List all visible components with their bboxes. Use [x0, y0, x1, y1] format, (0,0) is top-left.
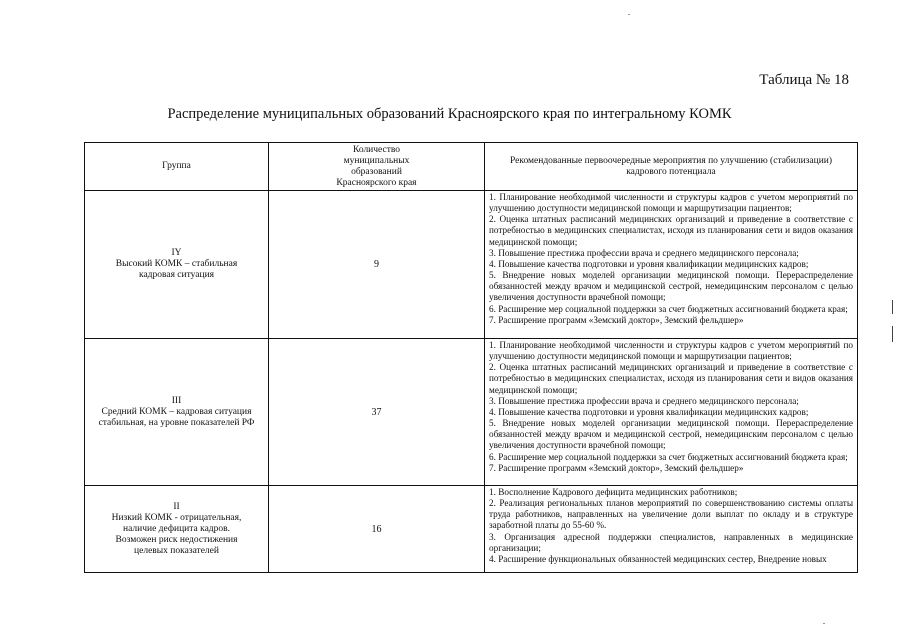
group-roman: IY — [171, 248, 182, 258]
count-cell: 9 — [269, 191, 485, 339]
measure-item: 4. Повышение качества подготовки и уровня квалификации медицинских кадров; — [489, 258, 809, 269]
measure-item: 6. Расширение мер социальной поддержки за счет бюджетных ассигнований бюджета края; — [489, 451, 848, 462]
column-header-group: Группа — [85, 143, 269, 191]
measure-item: 3. Повышение престижа профессии врача и среднего медицинского персонала; — [489, 395, 799, 406]
measure-item: 7. Расширение программ «Земский доктор», Земский фельдшер» — [489, 314, 744, 325]
measure-item: 2. Оценка штатных расписаний медицинских организаций и приведение в соответствие с потребностью в медицинских специалистах, исходя из планирования сети и видов оказания медицинской помощи; — [489, 214, 853, 247]
measures-cell — [485, 339, 858, 486]
count-cell: 16 — [269, 486, 485, 573]
measure-item: 3. Повышение престижа профессии врача и среднего медицинского персонала; — [489, 247, 799, 258]
count-cell: 37 — [269, 339, 485, 486]
measure-item: 5. Внедрение новых моделей организации медицинской помощи. Перераспределение обязанностей между врачом и медицинской сестрой, немедицинским персоналом с целью увеличения доступности врачебной помощи; — [489, 418, 853, 451]
measure-item: 2. Оценка штатных расписаний медицинских организаций и приведение в соответствие с потребностью в медицинских специалистах, исходя из планирования сети и видов оказания медицинской помощи; — [489, 362, 853, 395]
measure-item: 7. Расширение программ «Земский доктор», Земский фельдшер» — [489, 462, 744, 473]
measure-item: 1. Восполнение Кадрового дефицита медицинских работников; — [489, 487, 738, 497]
column-header-count: Количество муниципальных образований Красноярского края — [269, 143, 485, 191]
table-row — [85, 339, 858, 486]
measure-item: 4. Расширение функциональных обязанностей медицинских сестер, Внедрение новых — [489, 553, 827, 564]
measures-cell — [485, 191, 858, 339]
scan-margin-mark — [892, 326, 893, 342]
group-cell — [85, 486, 269, 573]
group-roman: III — [171, 395, 182, 406]
measure-item: 1. Планирование необходимой численности и структуры кадров с учетом мероприятий по улучшению доступности медицинской помощи и маршрутизации пациентов; — [489, 192, 853, 214]
measure-item: 1. Планирование необходимой численности и структуры кадров с учетом мероприятий по улучшению доступности медицинской помощи и маршрутизации пациентов; — [489, 340, 853, 362]
table-header-row — [85, 143, 858, 191]
scan-speck — [823, 623, 825, 624]
measure-item: 6. Расширение мер социальной поддержки за счет бюджетных ассигнований бюджета края; — [489, 303, 848, 314]
group-description: Средний КОМК – кадровая ситуация стабильная, на уровне показателей РФ — [98, 406, 255, 428]
column-header-measures: Рекомендованные первоочередные мероприятия по улучшению (стабилизации) кадрового потенциала — [485, 143, 858, 191]
measures-cell — [485, 486, 858, 573]
group-cell — [85, 191, 269, 339]
table-row — [85, 486, 858, 573]
table-row — [85, 191, 858, 339]
measure-item: 5. Внедрение новых моделей организации медицинской помощи. Перераспределение обязанностей между врачом и медицинской сестрой, немедицинским персоналом с целью увеличения доступности врачебной помощи; — [489, 270, 853, 303]
group-description: Низкий КОМК - отрицательная, наличие дефицита кадров. Возможен риск недостижения целевых показателей — [111, 512, 242, 556]
group-roman: II — [173, 501, 180, 512]
table-number: Таблица № 18 — [759, 72, 849, 88]
group-description: Высокий КОМК – стабильная кадровая ситуация — [115, 259, 238, 280]
measure-item: 3. Организация адресной поддержки специалистов, направленных в медицинские организации; — [489, 531, 853, 553]
scan-margin-mark — [892, 300, 893, 314]
measure-item: 2. Реализация региональных планов мероприятий по совершенствованию системы оплаты труда работников, направленных на увеличение доли выплат по окладу и в структуре заработной платы до 55-60 %. — [489, 498, 853, 531]
measure-item: 4. Повышение качества подготовки и уровня квалификации медицинских кадров; — [489, 406, 809, 417]
komk-distribution-table — [84, 142, 858, 573]
document-title: Распределение муниципальных образований Красноярского края по интегральному КОМК — [167, 106, 732, 122]
scan-speck — [628, 14, 630, 15]
group-cell — [85, 339, 269, 486]
